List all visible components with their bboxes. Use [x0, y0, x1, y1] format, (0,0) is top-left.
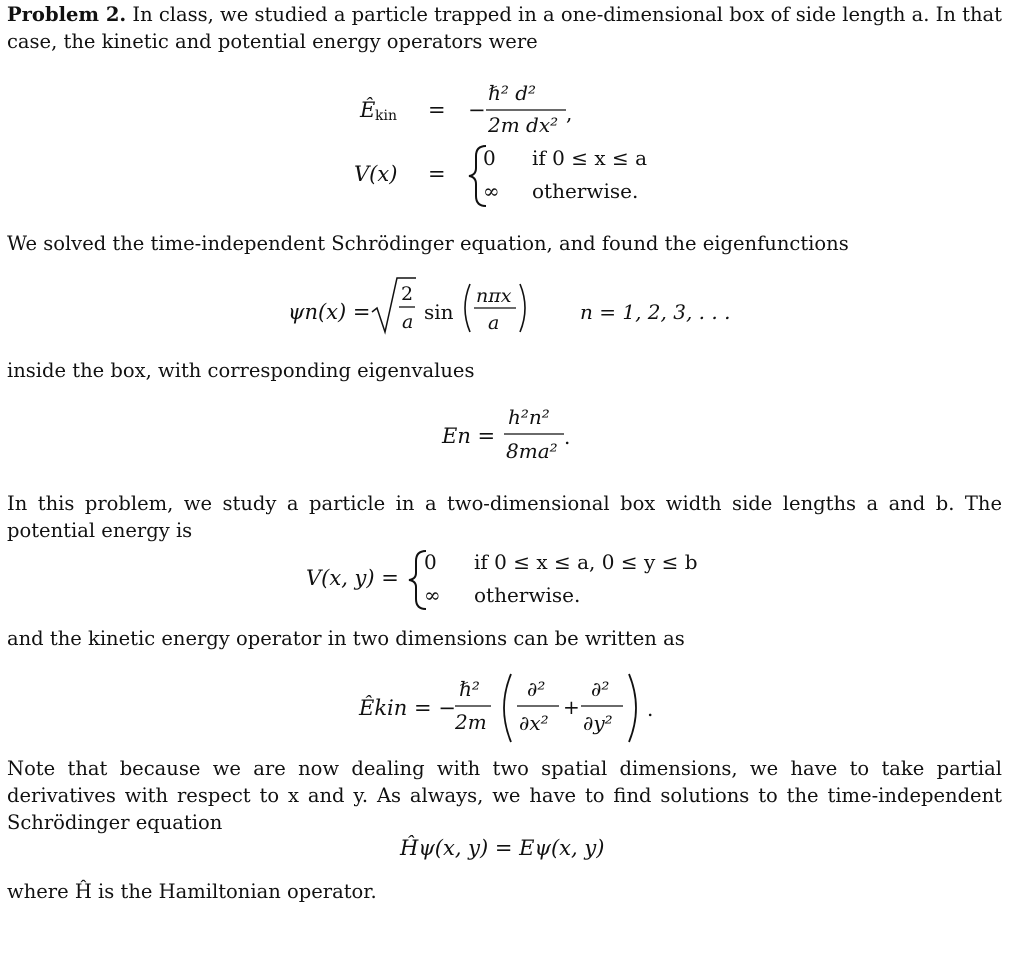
paragraph-eigenvalues: inside the box, with corresponding eigenvalues	[7, 359, 475, 382]
paragraph-2d-box: In this problem, we study a particle in a two-dimensional box width side lengths a and b. The potential energy is	[7, 492, 1002, 542]
sqrt-numerator: 2	[401, 283, 414, 305]
big-right-paren	[629, 674, 636, 742]
psi-n-lhs: ψn(x) =	[288, 300, 371, 324]
v-xy-case1-condition: if 0 ≤ x ≤ a, 0 ≤ y ≤ b	[474, 550, 698, 574]
case1-condition: if 0 ≤ x ≤ a	[532, 146, 648, 170]
case2-value: ∞	[483, 179, 500, 203]
big-left-paren	[504, 674, 511, 742]
intro-text: In class, we studied a particle trapped in a one-dimensional box of side length a. In that case, the kinetic and potential energy operators were	[7, 3, 1003, 53]
ekin-denominator: 2m dx²	[488, 113, 559, 137]
n-range: n = 1, 2, 3, . . .	[580, 300, 731, 324]
partial-x-numerator: ∂²	[527, 677, 546, 701]
problem-label: Problem 2.	[7, 3, 127, 26]
plus-sign: +	[563, 695, 580, 719]
v-xy-lhs: V(x, y) =	[306, 566, 399, 590]
equals-sign-2: =	[428, 162, 446, 186]
ekin-subscript: kin	[375, 108, 397, 124]
partial-x-denominator: ∂x²	[519, 711, 549, 735]
sin-arg-denominator: a	[488, 312, 500, 334]
equation-2d-potential	[300, 545, 720, 615]
v-symbol: V(x)	[354, 162, 398, 186]
partial-y-numerator: ∂²	[591, 677, 610, 701]
comma: ,	[566, 101, 573, 125]
case2-condition: otherwise.	[532, 179, 639, 203]
paragraph-kinetic-2d: and the kinetic energy operator in two dimensions can be written as	[7, 627, 685, 650]
equation-1d-operators	[340, 70, 700, 220]
ekin-2d-denominator: 2m	[455, 710, 487, 734]
equals-sign-1: =	[428, 98, 446, 122]
equation-schrodinger-2d: Ĥψ(x, y) = Eψ(x, y)	[400, 836, 605, 860]
en-numerator: h²n²	[508, 405, 550, 429]
partial-y-denominator: ∂y²	[583, 711, 613, 735]
en-period: .	[564, 425, 571, 449]
ekin-symbol: Ê	[360, 98, 376, 122]
equation-eigenvalues	[430, 398, 630, 468]
paragraph-hamiltonian: where Ĥ is the Hamiltonian operator.	[7, 880, 377, 903]
left-paren	[465, 284, 470, 332]
minus-sign: −	[468, 98, 486, 122]
v-xy-case2-value: ∞	[424, 583, 441, 607]
v-xy-case1-value: 0	[424, 550, 437, 574]
ekin-2d-period: .	[647, 697, 654, 721]
sqrt-denominator: a	[402, 311, 414, 333]
en-lhs: En =	[442, 424, 496, 448]
ekin-2d-numerator: ℏ²	[459, 677, 480, 701]
equation-eigenfunctions	[280, 270, 740, 350]
right-paren	[520, 284, 525, 332]
paragraph-eigenfunctions: We solved the time-independent Schrödinger equation, and found the eigenfunctions	[7, 232, 849, 255]
v-xy-case2-condition: otherwise.	[474, 583, 581, 607]
equation-2d-kinetic	[355, 670, 675, 750]
intro-paragraph	[7, 1, 1002, 55]
sin-arg-numerator: nπx	[476, 285, 512, 307]
ekin-2d-lhs: Êkin = −	[359, 696, 456, 720]
paragraph-partial-derivatives: Note that because we are now dealing with two spatial dimensions, we have to take partial derivatives with respect to x and y. As always, we have to find solutions to the time-independent Schrödinger equation	[7, 757, 1002, 834]
sin-function: sin	[424, 300, 454, 324]
ekin-numerator: ℏ² d²	[488, 81, 537, 105]
case1-value: 0	[483, 146, 496, 170]
en-denominator: 8ma²	[506, 439, 558, 463]
